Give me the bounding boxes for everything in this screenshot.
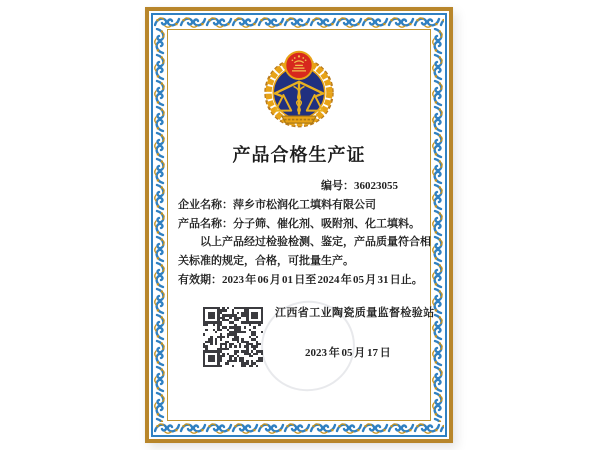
statement-line-2: 关标准的规定，合格，可批量生产。 — [178, 255, 354, 268]
statement-line-1: 以上产品经过检验检测、鉴定，产品质量符合相 — [200, 236, 431, 249]
enterprise-name-value: 萍乡市松润化工填料有限公司 — [233, 199, 376, 211]
serial-number-line — [321, 177, 398, 193]
qr-code — [203, 307, 263, 367]
enterprise-name-label: 企业名称： — [178, 199, 233, 211]
issue-date: 2023 年 05 月 17 日 — [305, 347, 391, 359]
quality-supervision-emblem-icon — [260, 47, 338, 129]
validity-value: 2023 年 06 月 01 日至 2024 年 05 月 31 日止。 — [222, 273, 423, 286]
scroll-ornament-left — [154, 28, 166, 422]
enterprise-name-row — [178, 196, 430, 215]
scroll-ornament-right — [432, 28, 444, 422]
serial-label: 编号： — [321, 180, 354, 192]
serial-number: 36023055 — [354, 180, 398, 192]
issuer-name: 江西省工业陶瓷质量监督检验站 — [275, 307, 435, 319]
product-name-label: 产品名称： — [178, 217, 233, 230]
validity-label: 有效期： — [178, 273, 222, 286]
product-name-row — [178, 215, 430, 234]
certificate-body — [178, 196, 430, 290]
certificate-title: 产品合格生产证 — [232, 145, 366, 165]
certificate — [145, 7, 453, 443]
product-name-value: 分子筛、催化剂、吸附剂、化工填料。 — [233, 217, 420, 230]
scroll-ornament-bottom — [154, 422, 444, 434]
scroll-ornament-top — [154, 16, 444, 28]
validity-row — [178, 271, 430, 290]
